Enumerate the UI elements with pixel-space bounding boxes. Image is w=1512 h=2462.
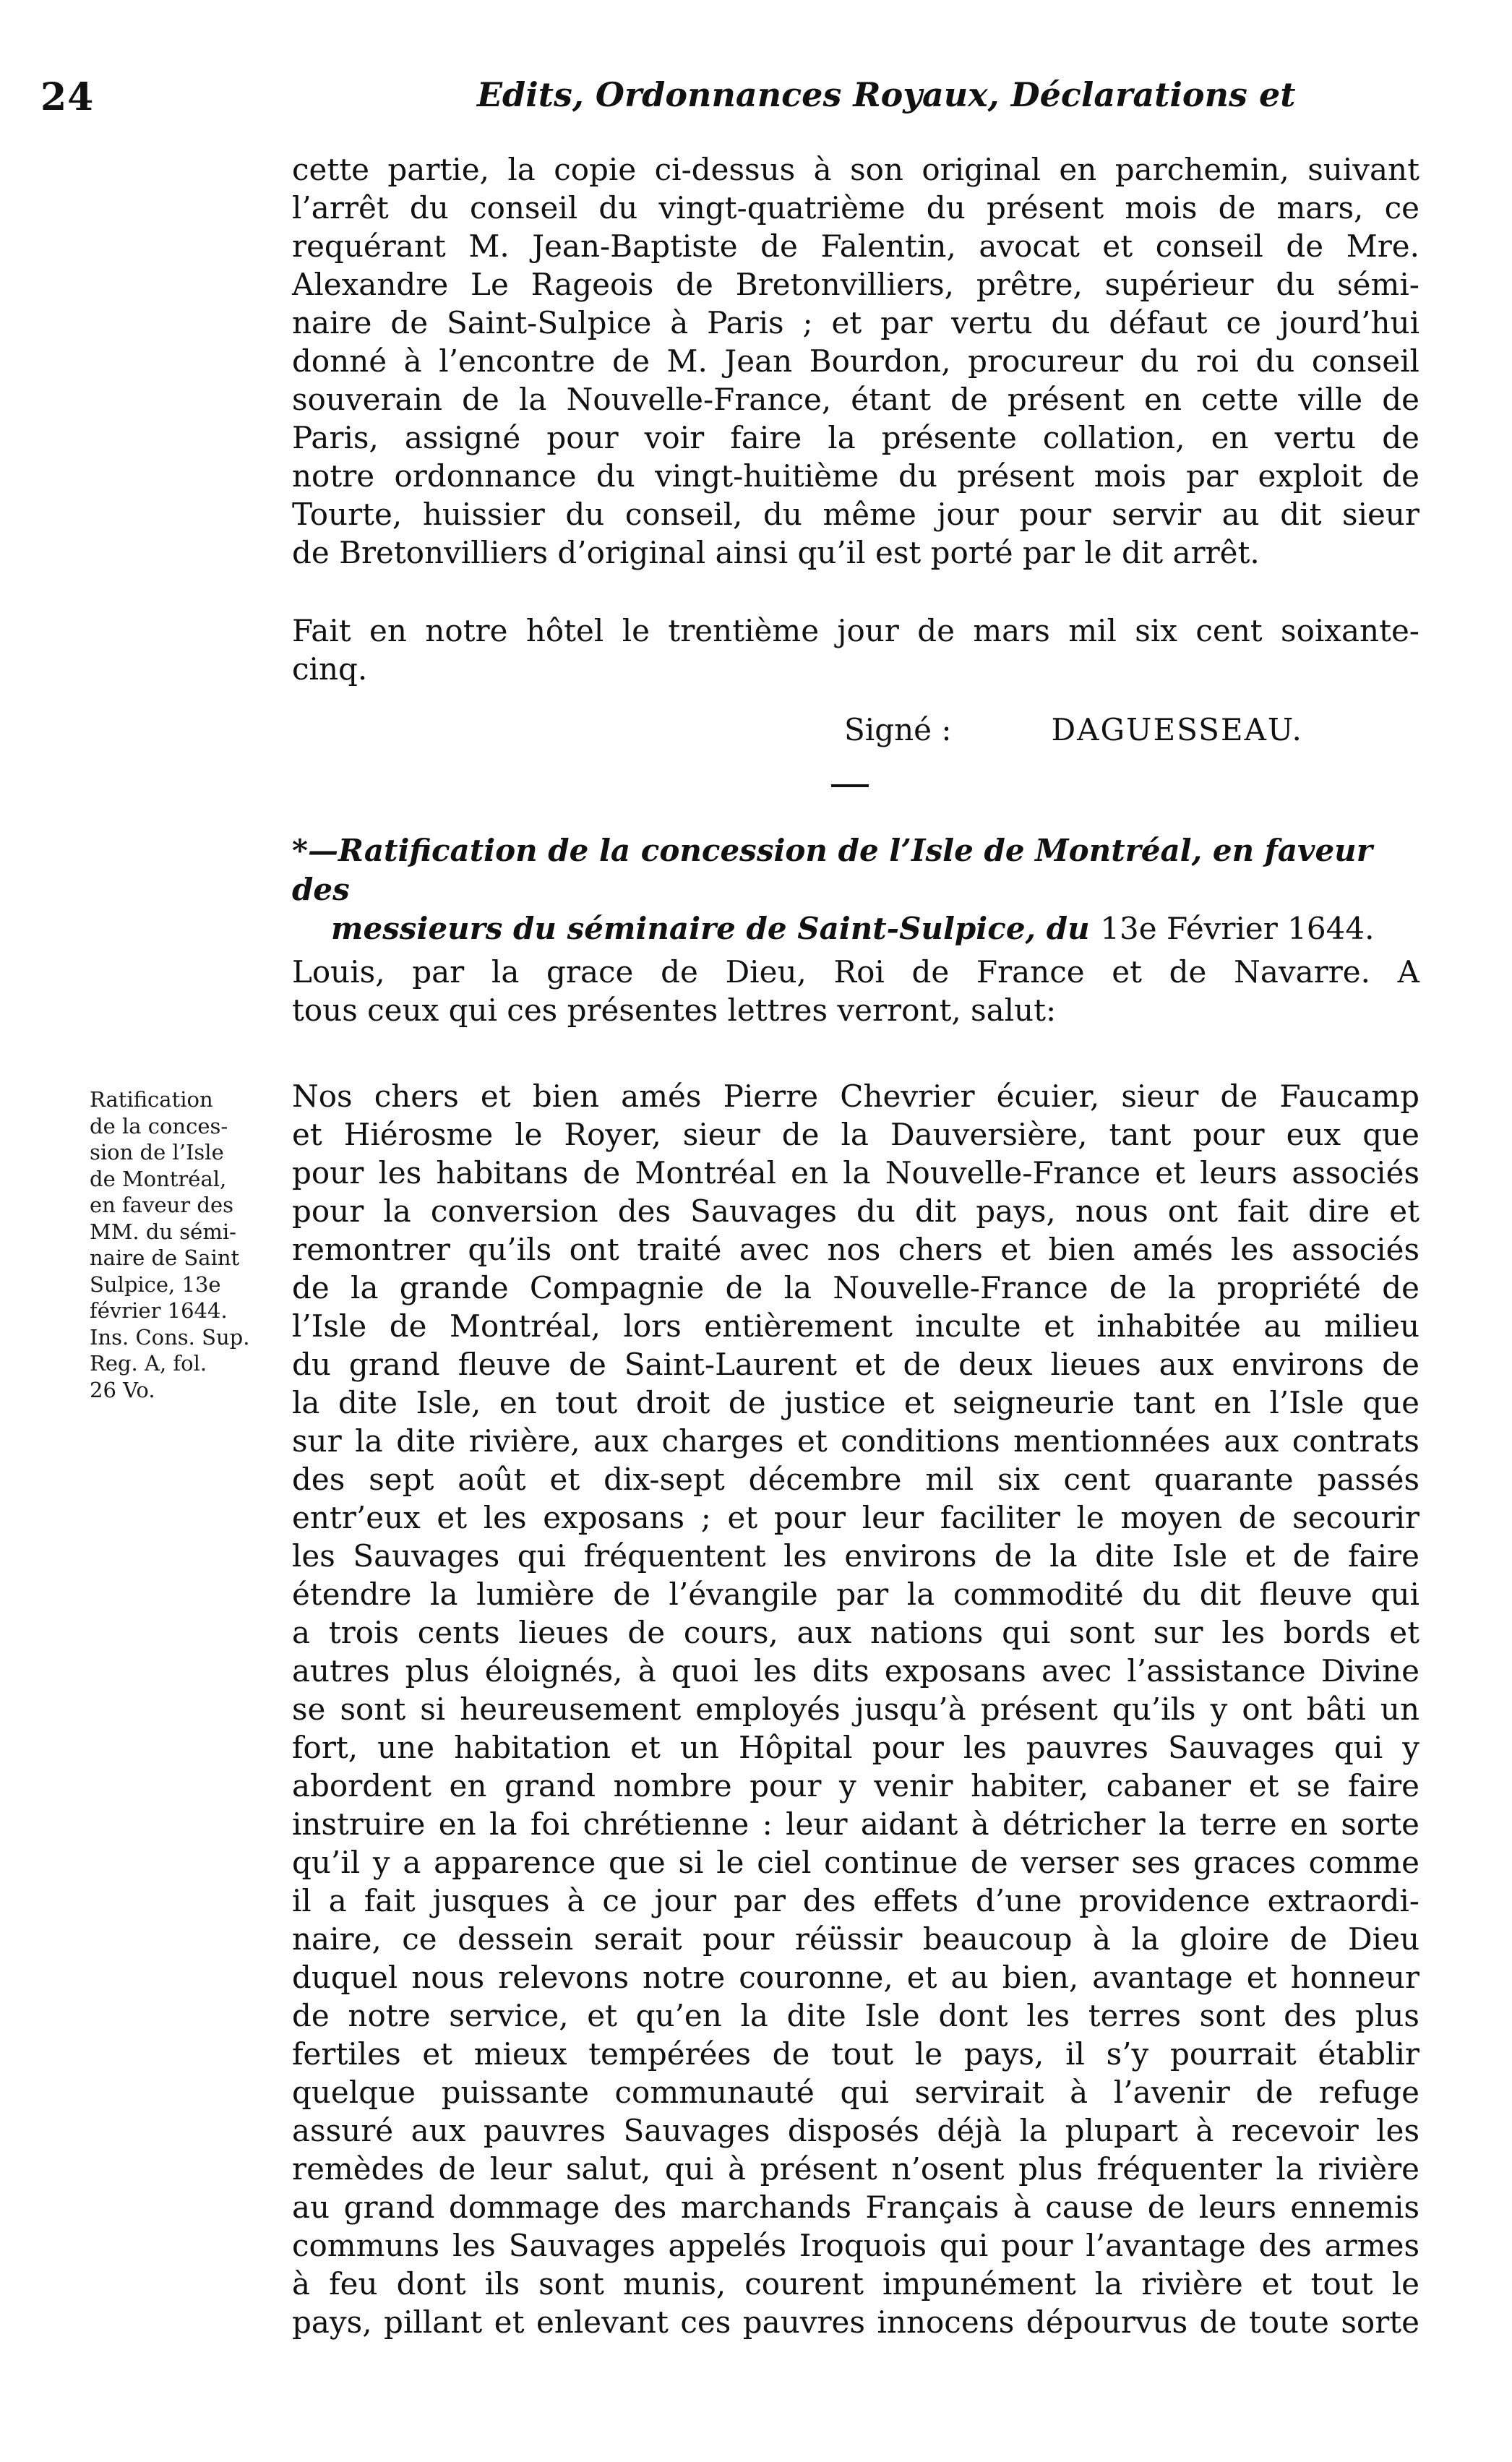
text-line: de notre service, et qu’en la dite Isle dont les terres sont des plus [292,1998,1419,2033]
signe-label: Signé : [844,712,952,747]
text-line: remèdes de leur salut, qui à présent n’osent plus fréquenter la rivière [292,2151,1419,2187]
text-line: sur la dite rivière, aux charges et conditions mentionnées aux contrats [292,1423,1419,1459]
text-line: au grand dommage des marchands Français à cause de leurs ennemis [292,2189,1419,2225]
text-line: naire de Saint-Sulpice à Paris ; et par vertu du défaut ce jourd’hui [292,305,1419,340]
text-line: duquel nous relevons notre couronne, et au bien, avantage et honneur [292,1960,1419,1995]
text-line: naire, ce dessein serait pour réüssir beaucoup à la gloire de Dieu [292,1921,1419,1957]
margin-note-line: Reg. A, fol. [90,1351,207,1376]
margin-note-line: Sulpice, 13e [90,1271,221,1297]
paragraph-collation [292,150,1419,572]
text-line: requérant M. Jean-Baptiste de Falentin, avocat et conseil de Mre. [292,228,1419,264]
text-line: remontrer qu’ils ont traité avec nos chers et bien amés les associés [292,1232,1419,1267]
text-line: cinq. [292,651,368,687]
margin-note-line: Ins. Cons. Sup. [90,1324,250,1350]
text-line: Nos chers et bien amés Pierre Chevrier écuier, sieur de Faucamp [292,1078,1419,1114]
text-line: fertiles et mieux tempérées de tout le pays, il s’y pourrait établir [292,2036,1419,2072]
margin-note-line: naire de Saint [90,1245,240,1270]
text-line: souverain de la Nouvelle-France, étant de présent en cette ville de [292,382,1419,417]
page-number: 24 [40,75,95,119]
text-line: abordent en grand nombre pour y venir habiter, cabaner et se faire [292,1768,1419,1803]
text-line: autres plus éloignés, à quoi les dits exposans avec l’assistance Divine [292,1653,1419,1689]
text-line: Alexandre Le Rageois de Bretonvilliers, prêtre, supérieur du sémi- [292,267,1419,302]
text-line: fort, une habitation et un Hôpital pour les pauvres Sauvages qui y [292,1730,1419,1765]
text-line: tous ceux qui ces présentes lettres verront, salut: [292,992,1057,1028]
text-line: donné à l’encontre de M. Jean Bourdon, procureur du roi du conseil [292,343,1419,379]
text-line: Tourte, huissier du conseil, du même jour pour servir au dit sieur [292,497,1419,532]
text-line: instruire en la foi chrétienne : leur aidant à détricher la terre en sorte [292,1806,1419,1842]
text-line: entr’eux et les exposans ; et pour leur faciliter le moyen de secourir [292,1500,1419,1535]
signature-line [844,712,1303,747]
text-line: pour la conversion des Sauvages du dit pays, nous ont fait dire et [292,1193,1419,1229]
text-line: du grand fleuve de Saint-Laurent et de deux lieues aux environs de [292,1347,1419,1382]
margin-note-line: 26 Vo. [90,1377,155,1402]
margin-note [90,1086,285,1403]
text-line: de la grande Compagnie de la Nouvelle-France de la propriété de [292,1270,1419,1305]
text-line: l’arrêt du conseil du vingt-quatrième du présent mois de mars, ce [292,190,1419,226]
margin-note-line: de Montréal, [90,1166,227,1191]
text-line: qu’il y a apparence que si le ciel continue de verser ses graces comme [292,1845,1419,1880]
section-heading-line-2 [292,909,1419,948]
text-line: assuré aux pauvres Sauvages disposés déjà la plupart à recevoir les [292,2113,1419,2148]
text-line: l’Isle de Montréal, lors entièrement inculte et inhabitée au milieu [292,1308,1419,1344]
paragraph-fait [292,612,1419,688]
margin-note-line: en faveur des [90,1193,233,1217]
text-line: de Bretonvilliers d’original ainsi qu’il est porté par le dit arrêt. [292,535,1260,570]
text-line: et Hiérosme le Royer, sieur de la Dauversière, tant pour eux que [292,1117,1419,1152]
margin-note-line: février 1644. [90,1298,228,1323]
text-line: il a fait jusques à ce jour par des effets d’une providence extraordi- [292,1883,1419,1918]
text-line: étendre la lumière de l’évangile par la commodité du dit fleuve qui [292,1577,1419,1612]
text-line: cette partie, la copie ci-dessus à son original en parchemin, suivant [292,152,1419,187]
text-line: se sont si heureusement employés jusqu’à présent qu’ils y ont bâti un [292,1691,1419,1727]
paragraph-salutation [292,953,1419,1029]
text-line: à feu dont ils sont munis, courent impunément la rivière et tout le [292,2266,1419,2302]
margin-note-line: MM. du sémi- [90,1219,236,1244]
running-head: Edits, Ordonnances Royaux, Déclarations et [477,75,1296,114]
text-line: les Sauvages qui fréquentent les environs de la dite Isle et de faire [292,1538,1419,1574]
text-line: pour les habitans de Montréal en la Nouvelle-France et leurs associés [292,1155,1419,1191]
section-heading-line-1: *—Ratification de la concession de l’Isle de Montréal, en faveur des [292,833,1373,907]
section-heading-line-2-text: messieurs du séminaire de Saint-Sulpice, du [331,911,1090,946]
margin-note-line: Ratification [90,1087,213,1112]
margin-note-line: de la conces- [90,1113,228,1138]
margin-note-line: sion de l’Isle [90,1140,224,1164]
text-line: quelque puissante communauté qui servirait à l’avenir de refuge [292,2075,1419,2110]
section-heading [292,831,1419,948]
paragraph-body [292,1077,1419,2341]
text-line: la dite Isle, en tout droit de justice et seigneurie tant en l’Isle que [292,1385,1419,1420]
text-line: pays, pillant et enlevant ces pauvres innocens dépourvus de toute sorte [292,2304,1419,2340]
section-heading-date: 13e Février 1644. [1100,911,1375,946]
text-line: des sept août et dix-sept décembre mil six cent quarante passés [292,1462,1419,1497]
text-line: notre ordonnance du vingt-huitième du présent mois par exploit de [292,458,1419,494]
text-line: a trois cents lieues de cours, aux nations qui sont sur les bords et [292,1615,1419,1650]
signatory-name: DAGUESSEAU. [1051,712,1303,747]
text-line: Fait en notre hôtel le trentième jour de mars mil six cent soixante- [292,613,1419,648]
text-line: communs les Sauvages appelés Iroquois qui pour l’avantage des armes [292,2228,1419,2263]
text-line: Louis, par la grace de Dieu, Roi de France et de Navarre. A [292,954,1419,990]
section-divider [831,784,869,787]
text-line: Paris, assigné pour voir faire la présente collation, en vertu de [292,420,1419,455]
